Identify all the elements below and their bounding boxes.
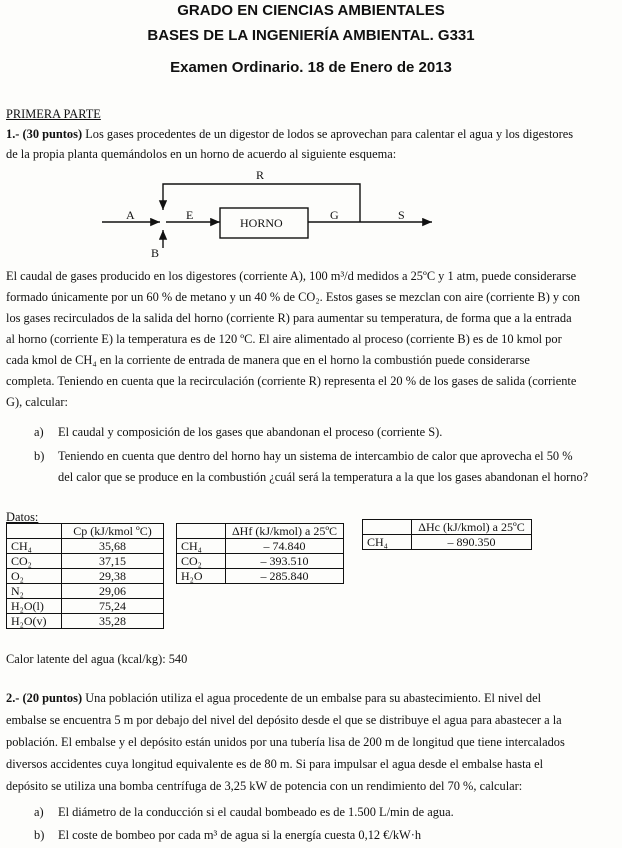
table-cell [363, 520, 412, 535]
table-row [177, 569, 344, 584]
hc-table [362, 519, 532, 550]
table-header: ΔHc (kJ/kmol) a 25ºC [412, 520, 532, 535]
table-cell: CH₄ [177, 539, 226, 554]
hf-table [176, 523, 344, 584]
table-row [7, 614, 164, 629]
q2-item-a-text: El diámetro de la conducción si el caudal bombeado es de 1.500 L/min de agua. [58, 805, 454, 819]
table-cell: – 890.350 [412, 535, 532, 550]
table-cell: – 285.840 [226, 569, 344, 584]
table-cell: H₂O [177, 569, 226, 584]
table-row [7, 539, 164, 554]
table-row [363, 520, 532, 535]
q2-line4: diversos accidentes cuya longitud equivalente es de 80 m. Si para impulsar el agua desde el embalse hasta el [6, 757, 544, 771]
table-cell: CO₂ [7, 554, 62, 569]
q1-body-line5: cada kmol de CH₄ en la corriente de entrada de manera que en el horno la combustión puede considerarse [6, 353, 530, 367]
q1-body-line3: los gases recirculados de la salida del horno (corriente R) para aumentar su temperatura, de forma que a la entrada [6, 311, 572, 325]
q2-line5: depósito se utiliza una bomba centrífuga de 3,25 kW de potencia con un rendimiento del 70 %, calcular: [6, 779, 523, 793]
latent-heat: Calor latente del agua (kcal/kg): 540 [6, 652, 188, 666]
table-row [7, 554, 164, 569]
table-cell: – 74.840 [226, 539, 344, 554]
datos-label: Datos: [6, 510, 39, 524]
table-row [177, 554, 344, 569]
part-title: PRIMERA PARTE [6, 107, 101, 121]
label-r: R [256, 168, 265, 182]
q1-body-line6: completa. Teniendo en cuenta que la recirculación (corriente R) representa el 20 % de los gases de salida (corriente [6, 374, 577, 388]
label-s: S [398, 208, 405, 222]
table-row [177, 539, 344, 554]
header-subject: BASES DE LA INGENIERÍA AMBIENTAL. G331 [147, 27, 475, 44]
label-a: A [126, 208, 135, 222]
table-cell: H₂O(l) [7, 599, 62, 614]
table-row [7, 524, 164, 539]
table-row [7, 569, 164, 584]
table-row [7, 584, 164, 599]
q1-intro-text: Los gases procedentes de un digestor de lodos se aprovechan para calentar el agua y los digestores [85, 127, 574, 141]
table-cell: 37,15 [62, 554, 164, 569]
header-title: GRADO EN CIENCIAS AMBIENTALES [177, 2, 445, 19]
q1-item-a-text: El caudal y composición de los gases que abandonan el proceso (corriente S). [58, 425, 443, 439]
table-row [7, 599, 164, 614]
table-cell: O₂ [7, 569, 62, 584]
q1-body-line1: El caudal de gases producido en los digestores (corriente A), 100 m³/d medidos a 25ºC y 1 atm, puede considerarse [6, 269, 577, 283]
table-cell: CH₄ [363, 535, 412, 550]
label-b: B [151, 246, 160, 260]
label-e: E [186, 208, 194, 222]
table-cell: CO₂ [177, 554, 226, 569]
q1-body-line2: formado únicamente por un 60 % de metano y un 40 % de CO₂. Estos gases se mezclan con aire (corriente B) y con [6, 290, 581, 304]
table-cell: 29,06 [62, 584, 164, 599]
label-g: G [330, 208, 339, 222]
q2-number: 2.- (20 puntos) [6, 691, 83, 705]
q2-line3: población. El embalse y el depósito están unidos por una tubería lisa de 200 m de longitud que tiene intercalados [6, 735, 565, 749]
table-cell: – 393.510 [226, 554, 344, 569]
table-header: ΔHf (kJ/kmol) a 25ºC [226, 524, 344, 539]
table-cell [7, 524, 62, 539]
q2-item-b-text: El coste de bombeo por cada m³ de agua si la energía cuesta 0,12 €/kW·h [58, 828, 422, 842]
q1-body-line4: al horno (corriente E) la temperatura es de 120 ºC. El aire alimentado al proceso (corriente B) es de 10 kmol por [6, 332, 562, 346]
q1-body-line7: G), calcular: [6, 395, 68, 409]
table-row [363, 535, 532, 550]
process-diagram [0, 0, 622, 270]
cp-table [6, 523, 164, 629]
q2-line2: embalse se encuentra 5 m por debajo del nivel del depósito desde el que se distribuye el agua para abastecer a la [6, 713, 562, 727]
table-row [177, 524, 344, 539]
q2-intro-text: Una población utiliza el agua procedente de un embalse para su abastecimiento. El nivel del [85, 691, 542, 705]
q1-intro-line2: de la propia planta quemándolos en un horno de acuerdo al siguiente esquema: [6, 147, 397, 161]
table-cell: CH₄ [7, 539, 62, 554]
label-horno: HORNO [240, 216, 283, 230]
table-cell [177, 524, 226, 539]
header-exam-date: Examen Ordinario. 18 de Enero de 2013 [170, 59, 452, 76]
q1-item-b-text: Teniendo en cuenta que dentro del horno hay un sistema de intercambio de calor que aprovecha el 50 % [58, 449, 573, 463]
q2-line1 [6, 688, 614, 710]
table-cell: 35,68 [62, 539, 164, 554]
table-header: Cp (kJ/kmol ºC) [62, 524, 164, 539]
q1-item-b-cont: del calor que se produce en la combustión ¿cuál será la temperatura a la que los gases abandonan el horno? [58, 470, 589, 484]
q2-item-b-label: b) [34, 828, 45, 842]
table-cell: N₂ [7, 584, 62, 599]
table-cell: 75,24 [62, 599, 164, 614]
table-cell: 35,28 [62, 614, 164, 629]
q2-item-a-label: a) [34, 805, 44, 819]
q1-number: 1.- (30 puntos) [6, 127, 83, 141]
q1-item-b-label: b) [34, 449, 45, 463]
table-cell: 29,38 [62, 569, 164, 584]
table-cell: H₂O(v) [7, 614, 62, 629]
q1-item-a-label: a) [34, 425, 44, 439]
